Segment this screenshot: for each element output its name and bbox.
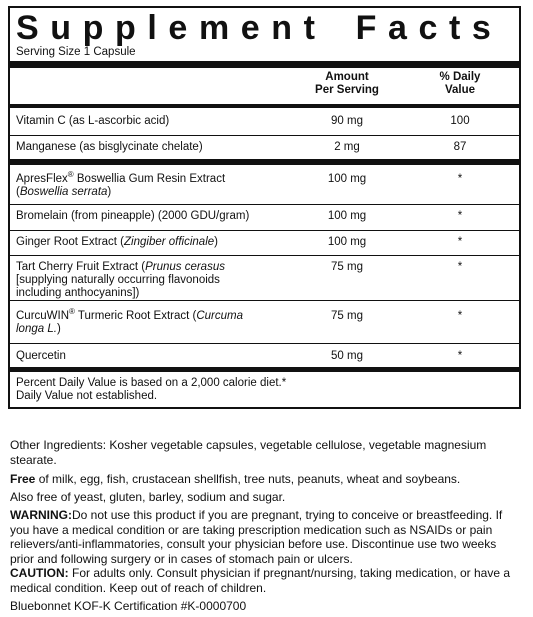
thick-divider	[10, 159, 519, 165]
footnote-daily-value: Percent Daily Value is based on a 2,000 calorie diet.*	[16, 377, 287, 389]
ingredient-name: Ginger Root Extract (Zingiber officinale)	[16, 236, 218, 248]
ingredient-amount: 75 mg	[331, 261, 363, 273]
row-divider	[10, 204, 519, 205]
also-free-statement: Also free of yeast, gluten, barley, sodium and sugar.	[10, 490, 286, 504]
nutrient-daily-value: 100	[450, 115, 470, 127]
row-divider	[10, 343, 519, 344]
ingredient-amount: 100 mg	[327, 236, 367, 248]
supplement-facts-panel	[8, 6, 521, 409]
nutrient-amount: 2 mg	[334, 141, 360, 153]
ingredient-daily-value: *	[457, 173, 463, 185]
row-divider	[10, 230, 519, 231]
ingredient-name: ApresFlex® Boswellia Gum Resin Extract (Boswellia serrata)	[16, 170, 226, 198]
row-divider	[10, 135, 519, 136]
ingredient-amount: 100 mg	[327, 210, 367, 222]
row-divider	[10, 300, 519, 301]
panel-title: Supplement Facts	[16, 9, 503, 47]
ingredient-daily-value: *	[457, 310, 463, 322]
thick-divider	[10, 61, 519, 68]
ingredient-daily-value: *	[457, 210, 463, 222]
ingredient-name: Bromelain (from pineapple) (2000 GDU/gram)	[16, 210, 250, 222]
footnote-not-established: Daily Value not established.	[16, 390, 158, 402]
ingredient-amount: 100 mg	[327, 173, 367, 185]
serving-size: Serving Size 1 Capsule	[16, 46, 136, 58]
row-divider	[10, 255, 519, 256]
ingredient-daily-value: *	[457, 350, 463, 362]
ingredient-name: Quercetin	[16, 350, 66, 362]
ingredient-name: Tart Cherry Fruit Extract (Prunus cerasus [supplying naturally occurring flavonoids including anthocyanins])	[16, 261, 225, 299]
nutrient-daily-value: 87	[453, 141, 467, 153]
certification: Bluebonnet KOF-K Certification #K-0000700	[10, 599, 247, 613]
free-of-statement: Free of milk, egg, fish, crustacean shellfish, tree nuts, peanuts, wheat and soybeans.	[10, 472, 461, 486]
nutrient-name: Manganese (as bisglycinate chelate)	[16, 141, 203, 153]
header-daily-value: % Daily Value	[439, 71, 481, 96]
nutrient-amount: 90 mg	[331, 115, 363, 127]
ingredient-amount: 50 mg	[331, 350, 363, 362]
ingredient-daily-value: *	[457, 236, 463, 248]
ingredient-name: CurcuWIN® Turmeric Root Extract (Curcuma longa L.)	[16, 307, 244, 335]
other-ingredients: Other Ingredients: Kosher vegetable capsules, vegetable cellulose, vegetable magnesium stearate.	[10, 438, 487, 467]
ingredient-amount: 75 mg	[331, 310, 363, 322]
header-amount: Amount Per Serving	[315, 71, 379, 96]
warning-statement: WARNING:Do not use this product if you are pregnant, trying to conceive or breastfeeding. If you have a medical condition or are taking prescription medication such as NSAIDs or pain relievers/anti-inflammatories, consult your physician before use. Discontinue use two weeks prior and following surgery or in cases of stomach pain or ulcers.	[10, 508, 503, 566]
caution-statement: CAUTION: For adults only. Consult physician if pregnant/nursing, taking medication, or have a medical condition. Keep out of reach of children.	[10, 566, 511, 595]
ingredient-daily-value: *	[457, 261, 463, 273]
header-divider	[10, 104, 519, 108]
thick-divider	[10, 367, 519, 372]
nutrient-name: Vitamin C (as L-ascorbic acid)	[16, 115, 170, 127]
